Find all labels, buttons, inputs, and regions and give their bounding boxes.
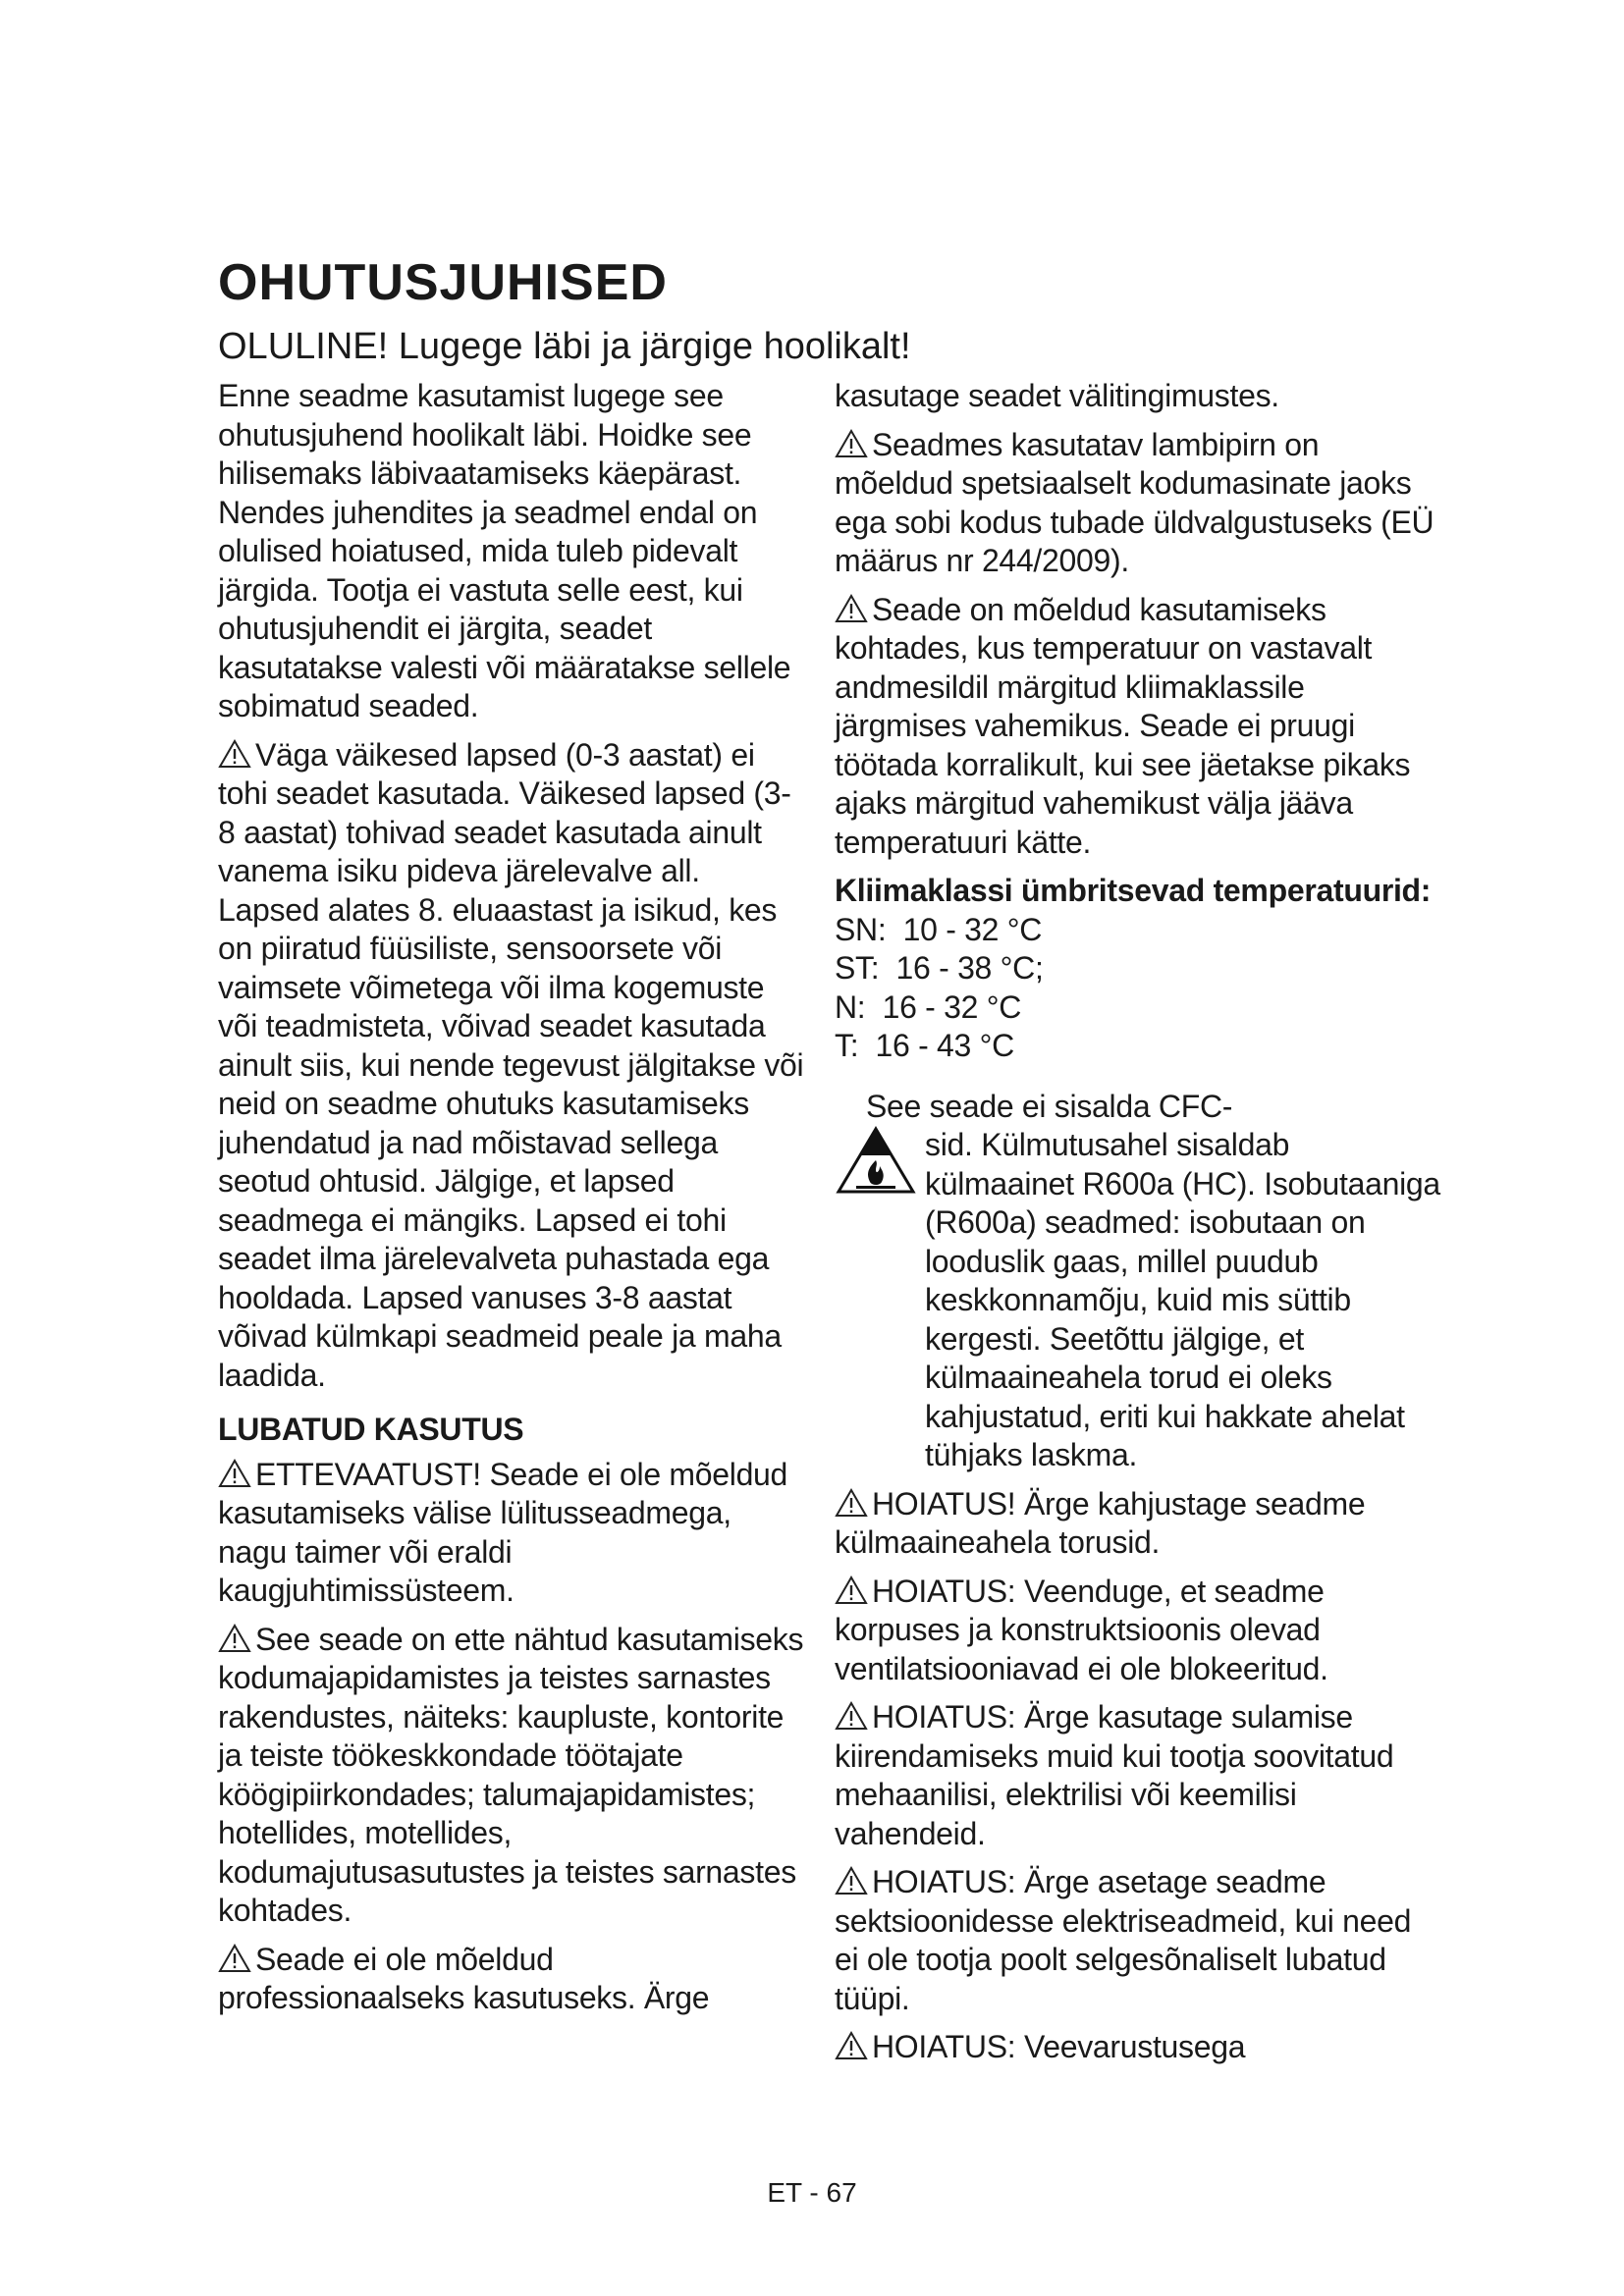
warning-text-4: HOIATUS: Ärge asetage seadme sektsioonidesse elektriseadmeid, kui need ei ole tootja poolt selgesõnaliselt lubatud tüüpi. xyxy=(835,1864,1412,2016)
warning-triangle-icon xyxy=(835,1575,868,1605)
climate-class: SN: xyxy=(835,911,887,947)
intro-paragraph: Enne seadme kasutamist lugege see ohutusjuhend hoolikalt läbi. Hoidke see hilisemaks läbivaatamiseks käepärast. Nendes juhendites ja seadmel endal on olulised hoiatused, mida tuleb pidevalt järgida. Tootja ei vastuta selle eest, kui ohutusjuhendit ei järgita, seadet kasutatakse valesti või määratakse sellele sobimatud seaded. xyxy=(218,378,791,723)
warning-text-1: HOIATUS! Ärge kahjustage seadme külmaaineahela torusid. xyxy=(835,1485,1366,1560)
climate-class: N: xyxy=(835,988,866,1025)
temperature-range: 16 - 32 °C xyxy=(882,988,1022,1025)
page-subtitle: OLULINE! Lugege läbi ja järgige hoolikalt! xyxy=(218,326,911,367)
climate-class: ST: xyxy=(835,950,880,986)
continuation-text: kasutage seadet välitingimustes. xyxy=(835,378,1279,413)
warning-paragraph-2 xyxy=(835,1573,1443,1689)
refrigerant-block xyxy=(835,1088,1443,1475)
climate-text: Seade on mõeldud kasutamiseks kohtades, kus temperatuur on vastavalt andmesildil märgitud kliimaklassile järgmises vahemikus. Seade ei pruugi töötada korralikult, kui see jäetakse pikaks ajaks märgitud vahemikust välja jääva temperatuuri kätte. xyxy=(835,591,1411,860)
climate-paragraph xyxy=(835,591,1443,863)
warning-triangle-icon xyxy=(218,1944,251,1973)
refrigerant-lead-text: See seade ei sisalda CFC- xyxy=(866,1088,1233,1124)
children-text: Väga väikesed lapsed (0-3 aastat) ei tohi seadet kasutada. Väikesed lapsed (3-8 aastat) tohivad seadet kasutada ainult vanema isiku pideva järelevalve all. Lapsed alates 8. eluaastast ja isikud, kes on piiratud füüsiliste, sensoorsete või vaimsete võimetega või ilma kogemuste või teadmisteta, võivad seadet kasutada ainult siis, kui nende tegevust jälgitakse või neid on seadme ohutuks kasutamiseks juhendatud ja nad mõistavad sellega seotud ohtusid. Jälgige, et lapsed seadmega ei mängiks. Lapsed ei tohi seadet ilma järelevalveta puhastada ega hooldada. Lapsed vanuses 3-8 aastat võivad külmkapi seadmeid peale ja maha laadida. xyxy=(218,736,804,1393)
warning-triangle-icon xyxy=(835,1701,868,1731)
warning-triangle-icon xyxy=(835,1866,868,1896)
warning-triangle-icon xyxy=(835,429,868,458)
temperature-list xyxy=(835,911,1443,1066)
warning-triangle-icon xyxy=(835,594,868,623)
flammable-warning-icon xyxy=(835,1125,917,1196)
warning-text-2: HOIATUS: Veenduge, et seadme korpuses ja konstruktsioonis olevad ventilatsiooniavad ei ole blokeeritud. xyxy=(835,1573,1328,1686)
warning-triangle-icon xyxy=(218,1624,251,1653)
right-column xyxy=(835,377,1443,2067)
professional-paragraph xyxy=(218,1941,807,2018)
warning-triangle-icon xyxy=(835,1488,868,1518)
warning-paragraph-3 xyxy=(835,1698,1443,1853)
page-number: ET - 67 xyxy=(767,2177,857,2208)
temperature-row xyxy=(835,949,1443,988)
page-title: OHUTUSJUHISED xyxy=(218,254,668,311)
lamp-paragraph xyxy=(835,426,1443,581)
climate-class: T: xyxy=(835,1028,859,1063)
temperature-range: 10 - 32 °C xyxy=(902,911,1043,947)
warning-paragraph-4 xyxy=(835,1863,1443,2018)
warning-text-3: HOIATUS: Ärge kasutage sulamise kiirendamiseks muid kui tootja soovitatud mehaanilisi, elektrilisi või keemilisi vahendeid. xyxy=(835,1699,1394,1851)
temperature-row xyxy=(835,911,1443,950)
warning-paragraph-1 xyxy=(835,1485,1443,1563)
caution-text: ETTEVAATUST! Seade ei ole mõeldud kasutamiseks välise lülitusseadmega, nagu taimer või eraldi kaugjuhtimissüsteem. xyxy=(218,1456,788,1608)
temperature-range: 16 - 38 °C; xyxy=(895,950,1044,986)
caution-paragraph xyxy=(218,1456,807,1611)
lamp-text: Seadmes kasutatav lambipirn on mõeldud spetsiaalselt kodumasinate jaoks ega sobi kodus tubade üldvalgustuseks (EÜ määrus nr 244/2009). xyxy=(835,426,1435,578)
warning-paragraph-5 xyxy=(835,2028,1443,2067)
refrigerant-text: sid. Külmutusahel sisaldab külmaainet R600a (HC). Isobutaaniga (R600a) seadmed: isobutaan on looduslik gaas, millel puudub keskkonnamõju, kuid mis süttib kergesti. Seetõttu jälgige, et külmaaineahela torud ei oleks kahjustatud, eriti kui hakkate ahelat tühjaks laskma. xyxy=(925,1127,1440,1472)
professional-text: Seade ei ole mõeldud professionaalseks kasutuseks. Ärge xyxy=(218,1941,710,2015)
temperature-range: 16 - 43 °C xyxy=(875,1028,1014,1063)
warning-text-5: HOIATUS: Veevarustusega xyxy=(872,2029,1246,2064)
climate-heading: Kliimaklassi ümbritsevad temperatuurid: xyxy=(835,873,1432,908)
warning-triangle-icon xyxy=(218,1459,251,1488)
left-column xyxy=(218,377,807,2018)
temperature-row xyxy=(835,988,1443,1028)
warning-triangle-icon xyxy=(218,739,251,769)
household-text: See seade on ette nähtud kasutamiseks kodumajapidamistes ja teistes sarnastes rakendustes, näiteks: kaupluste, kontorite ja teiste töökeskkondade töötajate köögipiirkondades; talumajapidamistes; hotellides, motellides, kodumajutusasutustes ja teistes sarnastes kohtades. xyxy=(218,1621,804,1928)
household-paragraph xyxy=(218,1621,807,1931)
temperature-row xyxy=(835,1027,1443,1066)
warning-triangle-icon xyxy=(835,2031,868,2060)
children-paragraph xyxy=(218,736,807,1396)
section-heading: LUBATUD KASUTUS xyxy=(218,1412,524,1447)
